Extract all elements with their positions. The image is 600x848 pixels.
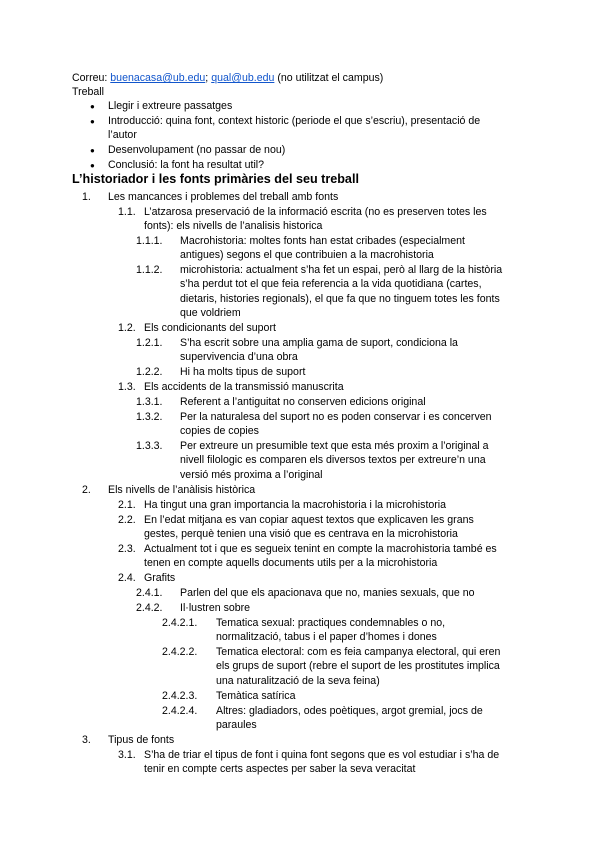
list-item: Parlen del que els apacionava que no, manies sexuals, que no [180, 587, 475, 599]
bullet-dot-icon: ● [90, 146, 95, 155]
list-item: Els condicionants del suport [144, 322, 276, 334]
list-number: 1.3.2. [136, 411, 163, 423]
list-item: Tipus de fonts [108, 734, 175, 746]
list-item: Altres: gladiadors, odes poètiques, argot gremial, jocs de [216, 705, 483, 717]
list-item: Tematica sexual: practiques condemnables o no, [216, 617, 446, 629]
treball-heading: Treball [72, 86, 104, 98]
list-item-cont: tenir en compte certs aspectes per saber la seva veracitat [144, 763, 416, 775]
email-link-qual[interactable]: qual@ub.edu [211, 72, 275, 84]
list-item: Els nivells de l’anàlisis històrica [108, 484, 256, 496]
list-item-cont: versió més proxima a l’original [180, 469, 323, 481]
list-item-cont: tenen en compte aquells documents utils per a la microhistoria [144, 557, 438, 569]
list-number: 2.4. [118, 572, 136, 584]
list-number: 3. [82, 734, 91, 746]
list-number: 2.4.2.3. [162, 690, 198, 702]
list-number: 2.4.2.2. [162, 646, 198, 658]
list-item: Les mancances i problemes del treball amb fonts [108, 191, 339, 203]
list-item: S’ha de triar el tipus de font i quina font segons que es vol estudiar i s’ha de [144, 749, 500, 761]
list-item-cont: els grups de suport (rebre el suport de les prostitutes implica [216, 660, 500, 672]
list-number: 1.3.1. [136, 396, 163, 408]
list-item: Per extreure un presumible text que esta més proxim a l’original a [180, 440, 489, 452]
list-item-cont: paraules [216, 719, 257, 731]
list-item-cont: s’ha perdut tot el que feia referencia a la vida quotidiana (cartes, [180, 278, 482, 290]
list-item: En l’edat mitjana es van copiar aquest textos que explicaven les grans [144, 514, 474, 526]
bullet-dot-icon: ● [90, 102, 95, 111]
list-item: Ha tingut una gran importancia la macrohistoria i la microhistoria [144, 499, 447, 511]
list-number: 2.1. [118, 499, 136, 511]
list-item: S’ha escrit sobre una amplia gama de suport, condiciona la [180, 337, 458, 349]
list-number: 2. [82, 484, 91, 496]
treball-bullet-3: Desenvolupament (no passar de nou) [108, 144, 286, 156]
list-number: 2.4.2.1. [162, 617, 198, 629]
list-item-cont: nivell filologic es comparen els diversos textos per extreure’n una [180, 454, 486, 466]
list-number: 2.4.1. [136, 587, 163, 599]
list-item-cont: que voldriem [180, 307, 241, 319]
list-item: Macrohistoria: moltes fonts han estat cribades (especialment [180, 235, 465, 247]
list-item-cont: gestes, perquè tenien una visió que es centrava en la microhistoria [144, 528, 458, 540]
list-item-cont: normalització, tabus i el paper d’homes i dones [216, 631, 437, 643]
bullet-dot-icon: ● [90, 161, 95, 170]
list-number: 3.1. [118, 749, 136, 761]
list-number: 2.3. [118, 543, 136, 555]
list-number: 1.2.2. [136, 366, 163, 378]
list-number: 1.1.2. [136, 264, 163, 276]
bullet-dot-icon: ● [90, 117, 95, 126]
list-number: 1.1. [118, 206, 136, 218]
list-item: Grafits [144, 572, 176, 584]
list-item: Referent a l’antiguitat no conserven edicions original [180, 396, 426, 408]
list-item-cont: dietaris, histories regionals), el que fa que no tinguem totes les fonts [180, 293, 500, 305]
treball-bullet-2-cont: l’autor [108, 129, 137, 141]
list-item: Tematica electoral: com es feia campanya electoral, qui eren [216, 646, 501, 658]
email-label: Correu: [72, 72, 108, 84]
list-number: 2.4.2. [136, 602, 163, 614]
list-item: Els accidents de la transmissió manuscrita [144, 381, 344, 393]
list-number: 1.1.1. [136, 235, 163, 247]
list-item: Per la naturalesa del suport no es poden conservar i es concerven [180, 411, 492, 423]
email-separator: ; [205, 72, 209, 84]
treball-bullet-2: Introducció: quina font, context historic (periode el que s’escriu), presentació de [108, 115, 481, 127]
email-link-buenacasa[interactable]: buenacasa@ub.edu [110, 72, 206, 84]
list-item: Temàtica satírica [216, 690, 296, 702]
email-line [72, 72, 383, 85]
treball-bullet-1: Llegir i extreure passatges [108, 100, 233, 112]
list-number: 1.2.1. [136, 337, 163, 349]
list-item-cont: copies de copies [180, 425, 259, 437]
list-number: 1. [82, 191, 91, 203]
list-number: 1.3.3. [136, 440, 163, 452]
list-number: 1.3. [118, 381, 136, 393]
list-number: 2.4.2.4. [162, 705, 198, 717]
list-item: L’atzarosa preservació de la informació escrita (no es preserven totes les [144, 206, 487, 218]
section-title: L’historiador i les fonts primàries del seu treball [72, 172, 359, 186]
list-number: 1.2. [118, 322, 136, 334]
email-note: (no utilitzat el campus) [277, 72, 384, 84]
list-item-cont: supervivencia d’una obra [180, 351, 298, 363]
list-item: Hi ha molts tipus de suport [180, 366, 306, 378]
list-number: 2.2. [118, 514, 136, 526]
list-item: microhistoria: actualment s’ha fet un espai, però al llarg de la història [180, 264, 503, 276]
list-item-cont: una naturalització de la seva feina) [216, 675, 380, 687]
list-item: Il·lustren sobre [180, 602, 251, 614]
treball-bullet-4: Conclusió: la font ha resultat util? [108, 159, 265, 171]
list-item-cont: fonts): els nivells de l’analisis historica [144, 220, 323, 232]
list-item-cont: antigues) segons el que contribuien a la macrohistoria [180, 249, 434, 261]
list-item: Actualment tot i que es segueix tenint en compte la macrohistoria també es [144, 543, 497, 555]
